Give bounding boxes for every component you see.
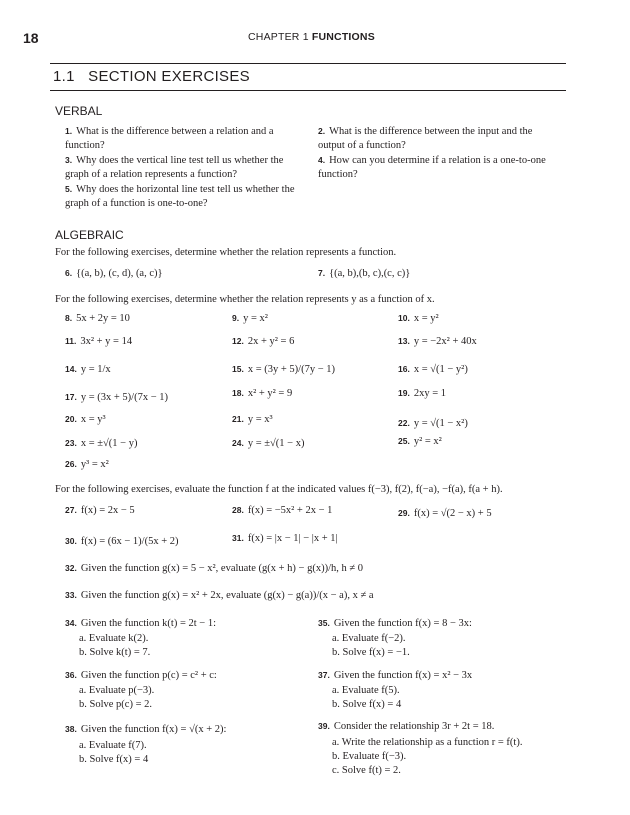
section-title [53,68,250,85]
exercise-6: 6. {(a, b), (c, d), (a, c)} [65,268,163,279]
exercise-27: 27. f(x) = 2x − 5 [65,505,135,516]
exercise-12: 12. 2x + y² = 6 [232,336,295,347]
exercise-39-part-a: a. Write the relationship as a function r = f(t). [332,737,523,748]
exercise-38-part-b: b. Solve f(x) = 4 [79,754,149,765]
exercise-35-part-a: a. Evaluate f(−2). [332,633,406,644]
exercise-9: 9. y = x² [232,313,268,324]
exercise-34-part-b: b. Solve k(t) = 7. [79,647,151,658]
exercise-35-part-b: b. Solve f(x) = −1. [332,647,410,658]
exercise-32: 32. Given the function g(x) = 5 − x², evaluate (g(x + h) − g(x))/h, h ≠ 0 [65,563,364,574]
exercise-20: 20. x = y³ [65,414,106,425]
exercise-19: 19. 2xy = 1 [398,388,446,399]
exercise-8: 8. 5x + 2y = 10 [65,313,130,324]
exercise-13: 13. y = −2x² + 40x [398,336,477,347]
exercise-31: 31. f(x) = |x − 1| − |x + 1| [232,533,338,544]
exercise-14: 14. y = 1/x [65,364,111,375]
exercise-26: 26. y³ = x² [65,459,109,470]
exercise-37: 37. Given the function f(x) = x² − 3x [318,670,473,681]
chapter-heading [248,31,375,43]
exercise-25: 25. y² = x² [398,436,442,447]
exercise-28: 28. f(x) = −5x² + 2x − 1 [232,505,333,516]
algebraic-heading: ALGEBRAIC [55,228,124,242]
exercise-15: 15. x = (3y + 5)/(7y − 1) [232,364,335,375]
exercise-24: 24. y = ±√(1 − x) [232,438,305,449]
exercise-16: 16. x = √(1 − y²) [398,364,468,375]
exercise-38-part-a: a. Evaluate f(7). [79,740,147,751]
verbal-heading: VERBAL [55,104,103,118]
question-3: 3. Why does the vertical line test tell us whether the graph of a relation represents a function? [65,155,284,180]
exercise-36: 36. Given the function p(c) = c² + c: [65,670,217,681]
exercise-37-part-a: a. Evaluate f(5). [332,685,400,696]
exercise-38: 38. Given the function f(x) = √(x + 2): [65,724,227,735]
page-number: 18 [23,30,39,46]
chapter-title: FUNCTIONS [311,31,375,43]
section-rule-top [50,63,566,64]
question-1: 1. What is the difference between a relation and a function? [65,126,274,151]
instruction-1: For the following exercises, determine whether the relation represents a function. [55,247,397,258]
instruction-3: For the following exercises, evaluate the function f at the indicated values f(−3), f(2), f(−a), −f(a), f(a + h). [55,484,503,495]
exercise-39: 39. Consider the relationship 3r + 2t = 18. [318,721,495,732]
exercise-29: 29. f(x) = √(2 − x) + 5 [398,508,492,519]
exercise-23: 23. x = ±√(1 − y) [65,438,138,449]
exercise-30: 30. f(x) = (6x − 1)/(5x + 2) [65,536,179,547]
exercise-11: 11. 3x² + y = 14 [65,336,133,347]
exercise-21: 21. y = x³ [232,414,273,425]
exercise-34-part-a: a. Evaluate k(2). [79,633,149,644]
exercise-17: 17. y = (3x + 5)/(7x − 1) [65,392,168,403]
exercise-33: 33. Given the function g(x) = x² + 2x, evaluate (g(x) − g(a))/(x − a), x ≠ a [65,590,374,601]
question-4: 4. How can you determine if a relation is a one-to-one function? [318,155,546,180]
section-rule-bottom [50,90,566,91]
chapter-label: CHAPTER 1 [248,31,309,43]
exercise-18: 18. x² + y² = 9 [232,388,293,399]
exercise-7: 7. {(a, b),(b, c),(c, c)} [318,268,411,279]
exercise-39-part-b: b. Evaluate f(−3). [332,751,407,762]
exercise-22: 22. y = √(1 − x²) [398,418,468,429]
exercise-34: 34. Given the function k(t) = 2t − 1: [65,618,217,629]
section-number: 1.1 [53,68,75,85]
question-5: 5. Why does the horizontal line test tell us whether the graph of a function is one-to-one? [65,184,295,209]
instruction-2: For the following exercises, determine whether the relation represents y as a function of x. [55,294,435,305]
exercise-36-part-b: b. Solve p(c) = 2. [79,699,152,710]
exercise-37-part-b: b. Solve f(x) = 4 [332,699,402,710]
exercise-35: 35. Given the function f(x) = 8 − 3x: [318,618,472,629]
question-2: 2. What is the difference between the input and the output of a function? [318,126,533,151]
exercise-36-part-a: a. Evaluate p(−3). [79,685,155,696]
exercise-10: 10. x = y² [398,313,439,324]
exercise-39-part-c: c. Solve f(t) = 2. [332,765,401,776]
section-name: SECTION EXERCISES [88,68,250,85]
